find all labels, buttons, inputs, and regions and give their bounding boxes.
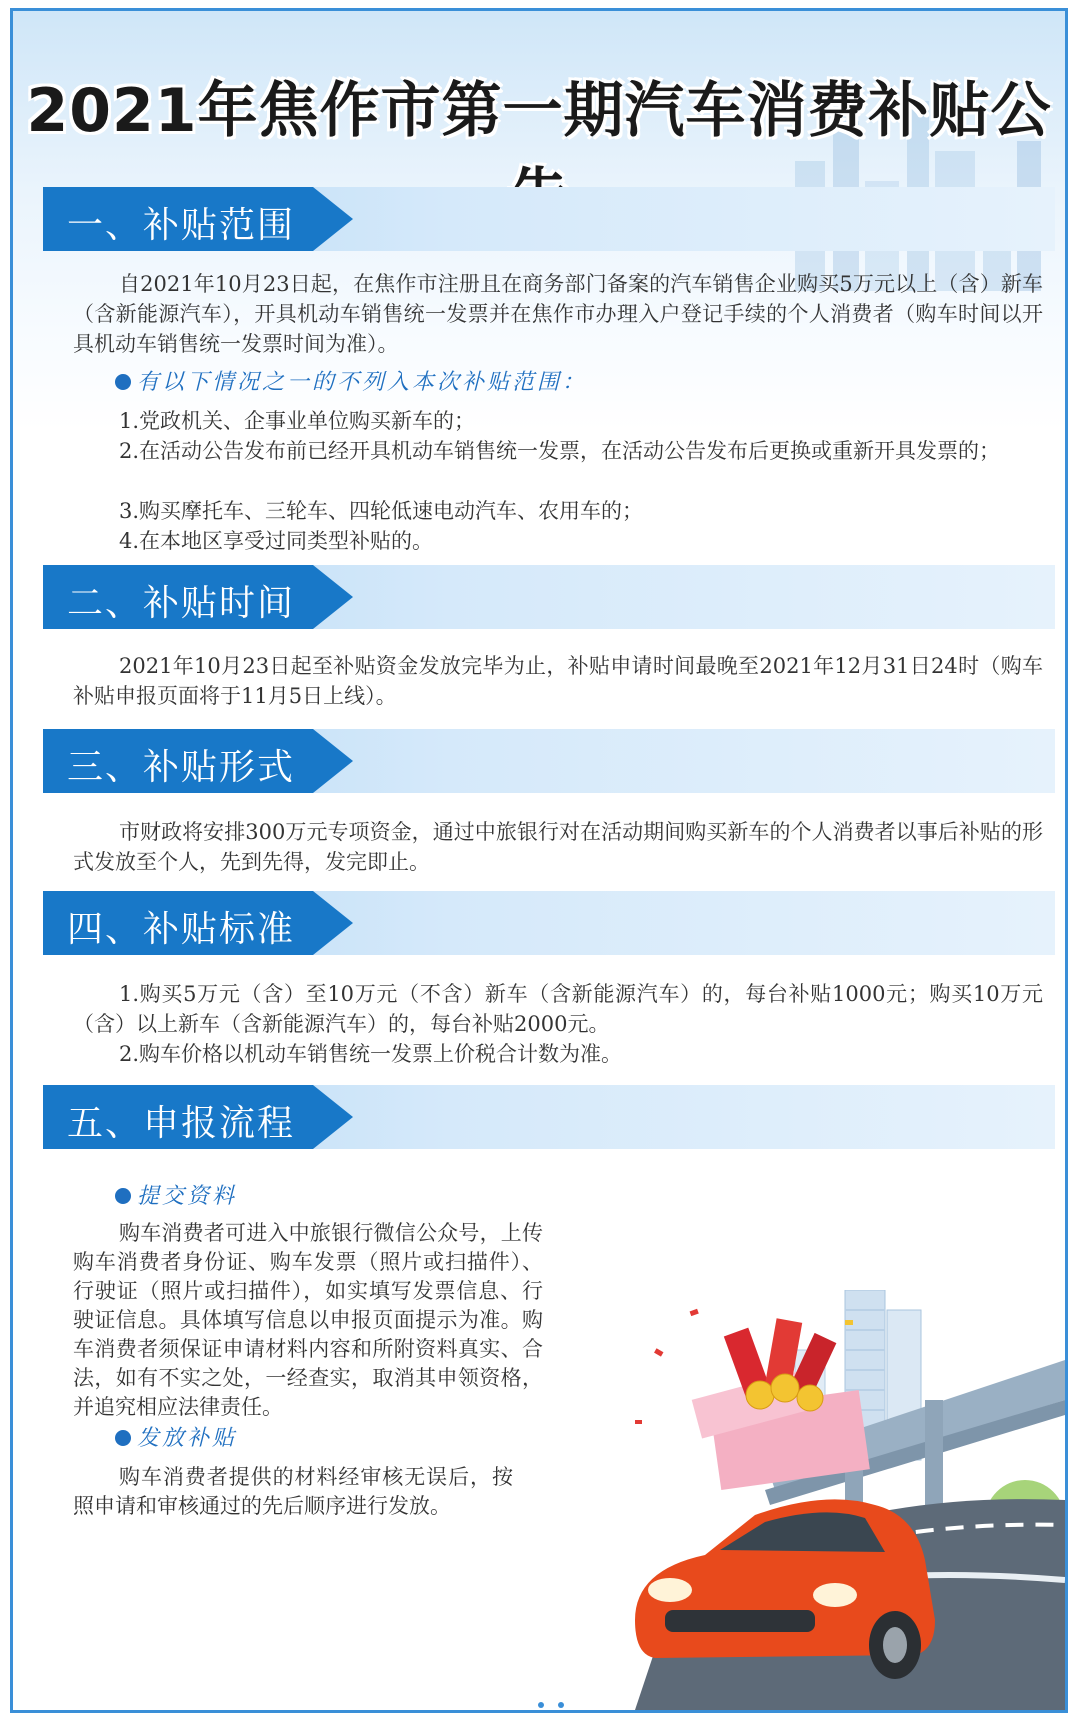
section-title: 二、补贴时间 [67,583,296,624]
page-title: 2021年焦作市第一期汽车消费补贴公 [26,76,1052,146]
section-header-scope [43,187,1055,251]
exclusion-heading-text: 有以下情况之一的不列入本次补贴范围： [137,370,588,395]
bullet-dot-icon [115,374,131,390]
form-paragraph: 市财政将安排300万元专项资金，通过中旅银行对在活动期间购买新车的个人消费者以事后补贴的形式发放至个人，先到先得，发完即止。 [73,820,1043,874]
bullet-dot-icon [115,1430,131,1446]
section-header-time [43,565,1055,629]
step-heading-submit [115,1179,237,1210]
exclusion-item: 2.在活动公告发布前已经开具机动车销售统一发票，在活动公告发布后更换或重新开具发票的； [119,439,1001,463]
exclusion-item: 4.在本地区享受过同类型补贴的。 [119,529,434,553]
step-heading-issue [115,1421,237,1452]
section-title: 五、申报流程 [67,1103,296,1144]
car-gift-illustration [595,1290,1065,1710]
step-text-issue: 购车消费者提供的材料经审核无误后，按照申请和审核通过的先后顺序进行发放。 [73,1465,513,1518]
section-title: 三、补贴形式 [67,747,296,788]
step-heading-text: 提交资料 [137,1184,238,1209]
section-title: 一、补贴范围 [67,205,296,246]
section-header-standard [43,891,1055,955]
section-header-process [43,1085,1055,1149]
scope-paragraph: 自2021年10月23日起，在焦作市注册且在商务部门备案的汽车销售企业购买5万元以上（含）新车（含新能源汽车），开具机动车销售统一发票并在焦作市办理入户登记手续的个人消费者（购车时间以开具机动车销售统一发票时间为准）。 [73,272,1043,356]
section-header-form [43,729,1055,793]
standard-item: 1.购买5万元（含）至10万元（不含）新车（含新能源汽车）的，每台补贴1000元；购买10万元（含）以上新车（含新能源汽车）的，每台补贴2000元。 [73,982,1043,1036]
standard-item: 2.购车价格以机动车销售统一发票上价税合计数为准。 [119,1042,623,1066]
section-title: 四、补贴标准 [67,909,296,950]
exclusion-item: 3.购买摩托车、三轮车、四轮低速电动汽车、农用车的； [119,499,644,523]
page-dots-decoration [533,1702,573,1708]
exclusion-heading [115,365,587,396]
step-text-submit: 购车消费者可进入中旅银行微信公众号，上传购车消费者身份证、购车发票（照片或扫描件）、行驶证（照片或扫描件），如实填写发票信息、行驶证信息。具体填写信息以申报页面提示为准。购车消费者须保证申请材料内容和所附资料真实、合法，如有不实之处，一经查实，取消其申领资格，并追究相应法律责任。 [73,1221,543,1419]
step-heading-text: 发放补贴 [137,1426,238,1451]
poster-frame [10,8,1068,1713]
exclusion-item: 1.党政机关、企事业单位购买新车的； [119,409,476,433]
bullet-dot-icon [115,1188,131,1204]
time-paragraph: 2021年10月23日起至补贴资金发放完毕为止，补贴申请时间最晚至2021年12月31日24时（购车补贴申报页面将于11月5日上线）。 [73,654,1043,708]
